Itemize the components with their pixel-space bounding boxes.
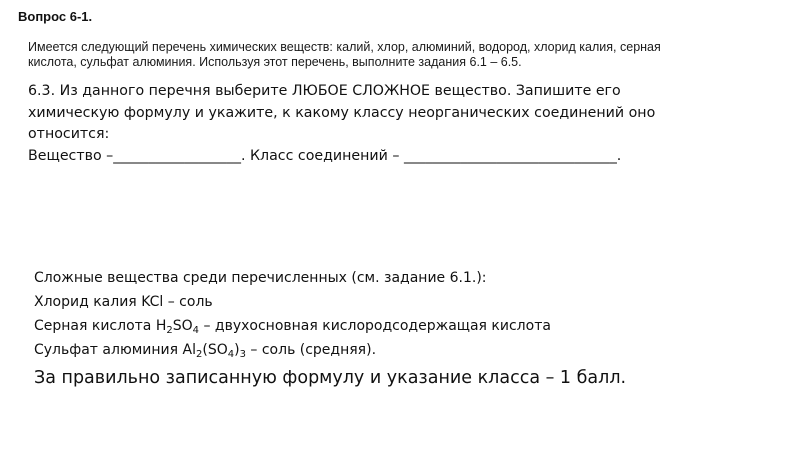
intro-line: Имеется следующий перечень химических веществ: калий, хлор, алюминий, водород, хлорид калия, серная <box>28 40 661 54</box>
task-6-3 <box>28 81 788 167</box>
formula-subscript: 2 <box>195 349 203 360</box>
answer-block <box>34 266 784 362</box>
formula-subscript: 2 <box>166 325 173 336</box>
formula-subscript: 4 <box>192 325 200 336</box>
formula-part: (SO <box>202 342 228 358</box>
answer-blank-line: Вещество –__________________. Класс соединений – ______________________________. <box>28 147 622 164</box>
formula-subscript: 4 <box>227 349 235 360</box>
item-prefix: Хлорид калия <box>34 294 142 310</box>
question-intro <box>28 40 778 70</box>
task-line: 6.3. Из данного перечня выберите ЛЮБОЕ СЛОЖНОЕ вещество. Запишите его <box>28 83 621 99</box>
formula-part: ) <box>234 342 240 358</box>
formula-subscript: 3 <box>239 349 246 360</box>
intro-line: кислота, сульфат алюминия. Используя этот перечень, выполните задания 6.1 – 6.5. <box>28 55 522 69</box>
formula-part: SO <box>172 318 193 334</box>
item-suffix: – соль (средняя). <box>245 342 377 358</box>
chemical-formula: KCl <box>141 294 164 310</box>
answer-item-kcl <box>34 290 784 314</box>
scoring-note: За правильно записанную формулу и указание класса – 1 балл. <box>34 368 627 388</box>
item-prefix: Сульфат алюминия Al <box>34 342 196 358</box>
item-suffix: – соль <box>163 294 213 310</box>
task-line: химическую формулу и укажите, к какому классу неорганических соединений оно <box>28 104 656 121</box>
item-prefix: Серная кислота H <box>34 318 167 334</box>
item-suffix: – двухосновная кислородсодержащая кислота <box>199 318 551 334</box>
question-title: Вопрос 6-1. <box>18 9 93 24</box>
answer-item-al2so43 <box>34 338 784 362</box>
answer-heading: Сложные вещества среди перечисленных (см. задание 6.1.): <box>34 270 487 286</box>
answer-item-h2so4 <box>34 314 784 338</box>
task-line: относится: <box>28 126 110 142</box>
